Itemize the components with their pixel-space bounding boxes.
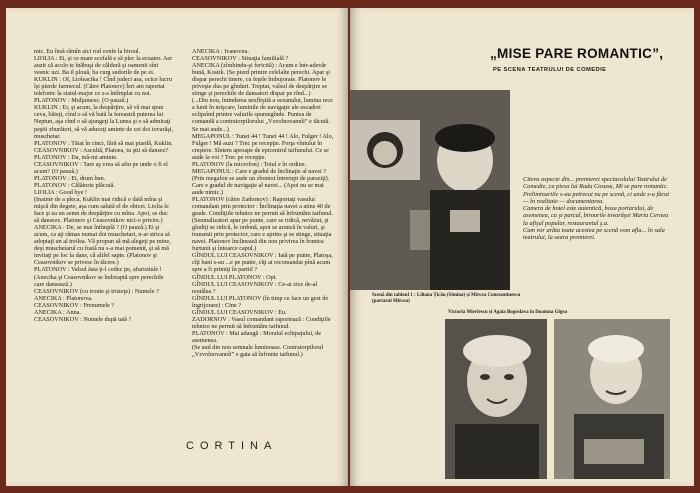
- scene-photo-art: [350, 90, 510, 290]
- article-title: „MISE PARE ROMANTIC”,: [490, 46, 664, 61]
- right-page: [350, 8, 694, 486]
- article-subtitle: PE SCENA TEATRULUI DE COMEDIE: [493, 67, 607, 73]
- script-column-1: mic. Eu însă rămîn aici rod confe la biroul. LIOLIA : Ei, şi ce mare scofală e să plec la ecuator. Aer auzit că acolo te înăbuşi de căldură şi oamenii sînt vesnic uzi. Ba il plouă, ba curg sudorile de pe ei. KUKLIN : Of, Lioleacika ! Cînd judeci asa, ocice lucru îşi pierde farmecul. (Către Platonov) Îeri am raportat telefonic la statul-major ce s-a întîmplat cu noi. PLATONOV : Mulţumesc. (O pauză.) KUKLIN : Ei, şi acum, la despărţire, să vă mai spun ceva, băieţi, cînd o să vă bată la fereastră puterea lui Neptun, aşa cînd o să ajungeţi la Lunea şi o să admiraţi peştii zburători, să vă aduceţi aminte de cei doi tovarăşi, muschetar. PLATONOV : Tăiat în cinci, fără să mai piardă, Kuklin. CEASOVNIKOV : Ascultă, Platoea, tu ştii să dansez? PLATONOV : Da, mă-mi aminte. CEASOVNIKOV : Tare aş vrea să afiu pe unde o fi el acum? (O pauză.) PLATONOV : Ei, drum bun. PLATONOV : Călătorie plăcută. LIOLIA : Good bye ! (Inainte de a pleca, Kuklin mai ridică o dată mîna şi mişcă din degete, aşa cum salută el de obicei. Liolia le face şi ea un semn de despărţire cu mîna. Apoi, se duc să danseze. Platonov şi Ceasovnikov nici-o privire.) ANECIKA : De, se mai întîmplă ? (O pauză.) Ei şi acum, ca aţi rămas numai doi muschetari, n-ar strica să adoptaţi un al treilea. Vă propun să mă alegeţi pe mine, deşi muschetarul cu fustă nu s-a mai pomenit, şi să mă invitaţi pe loc la dans, că altfel sapte. (Platonov şi Ceasovnikov se privesc în tăcere.) PLATONOV : Valsul ăsta ţi-l cedez ţie, afurisitule ! (Anecika şi Ceasovnikov se îndreaptă spre perechile care dansează.) CEASOVNIKOV (cu ironie şi tristeţe) : Numele ? ANECIKA : Platonova. CEASOVNIKOV : Prenumele ? ANECIKA : Anna. CEASOVNIKOV : Numele după tată ?: [34, 48, 173, 323]
- portrait-photo-right: [554, 319, 670, 479]
- portrait-photo-left: [445, 319, 547, 479]
- article-lead-text: Citeva aspecte din... premierei spectacolului Teatrului de Comedie, cu piesa lui Radu Cosasu, Mi se pare romantic. Preliminariile s-au petrecut nu pe scenă, ci unde s-a făcut — în realitate — documentarea. Camera de hotel este autentică, boxa portarului, de asemenea, ca şi parcul, birourile tovarăşei Maria Cernea la afişul popular, restaurantul ş.a. Cum vor arăta toate acestea pe scenă vom afla... în sala teatrului, la seara premierei.: [523, 176, 670, 242]
- portrait-photo-left-art: [445, 319, 547, 479]
- footer-cortina: CORTINA: [186, 440, 278, 452]
- scene-photo: [350, 90, 510, 290]
- left-page: [6, 8, 348, 486]
- script-column-2: ANECIKA : Ivanovna. CEASOVNIKOV : Situaţia familială ? ANECIKA (zîmbindu-şi fericită) : Acum e într-adevăr bună, Kostik. (Se pierd printre celelalte perechi. Apar şi dispar perechi tinere, cu feţele îmbujorate. Platonov le priveşte dus pe gînduri. Treptat, valsul de despărţire se stinge şi perechile de dansatori dispar pe rînd...) (...Din nou, întinderea nesfîrşită a oceanului, lumina rece a lunii în mişcare, luminile de navigaţie ale escadrei eclipsînd printre valurile spumegînde. Puntea de comandă a contratorpilorului „Vzvolnovannîi” e tăcută. Se mai aude...) MEGAPONUL : Tunet 44 ! Tunet 44 ! Alo, Fulger ! Alo, Fulger ! Mă auzi ? Trec pe recepţie. Forţa vîntului în creştere. Sîntem aproape de epicentrul taifunului. Ce se aude la voi ? Trec pe recepţie. PLATONOV (la microfon) : Totul e în ordine. MEGAPONUL : Care e gradul de înclinaţie al navei ? (Prin megafon se aude un zbomot întrerupt de paraziţi). Care e gradul de navigaţie al navei... (Apoi nu se mai aude nimic.) PLATONOV (către Zadornov) : Raportaţi vasului comandant prin protector : Înclinaţia navei a atins 40 de grade. Condiţiile tehnice ne permit să înfruntăm taifunul. (Semnalizatori apar pe punte, care se ridică, nevăzut, şi gîndiţi se ridică, le ordonă, apoi se aruncă în valuri, şi transmit prin protector, care e aprins şi se stinge, situaţia navei. Platonov înclinează din nou privirea în fruntea furtunii şi întoarce capul.) GÎNDUL LUI CEASOVNIKOV : Iată pe punte, Platoşa, cîţi bani s-au ...e pe punte, cîţi ai recomandat pînă acum spre a fi primiţi în partid ? GÎNDUL LUI PLATONOV : Opt. GÎNDUL LUI CEASOVNIKOV : Ce-ai zice de-al nouălea ? GÎNDUL LUI PLATONOV (în timp ce face un gest de îngrijorare) : Cine ? GÎNDUL LUI CEASOVNIKOV : Eu. ZADORNOV : Vasul comandant raportează : Condiţiile tehnice ne permit să înfruntăm taifunul. PLATONOV : Mai adaugă : Moralul echipajului, de asemenea. (Se aud din nou semnale luminoase. Contratorpilorul „Vzvolnovannîi” e gata să înfrunte taifunul.): [192, 48, 334, 359]
- portrait-photo-right-art: [554, 319, 670, 479]
- portraits-caption: Victoria Mierlescu și Agaia Bogoslava în Doamna Gigea: [448, 310, 568, 315]
- scene-photo-caption: Scenă din tabloul 1 : Liliana Țicău (Simina) și Mircea Constantinescu (portarul Mircea): [372, 293, 521, 304]
